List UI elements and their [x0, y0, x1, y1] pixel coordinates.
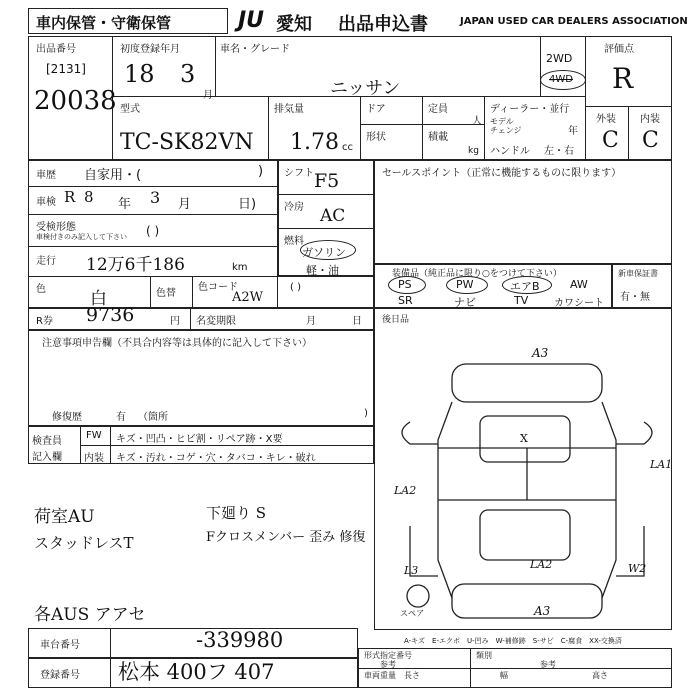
capacity-label: 定員 [428, 104, 448, 115]
mark-roof: X [520, 432, 528, 445]
displacement-unit: cc [342, 142, 353, 153]
inspection-month: 3 [150, 188, 161, 207]
model-value: TC-SK82VN [120, 130, 254, 155]
owner-label: 後日品 [382, 315, 410, 325]
recycle-value: 9736 [86, 304, 135, 326]
note-each-aus: 各AUS アアセ [34, 605, 146, 625]
grade-label: 評価点 [604, 44, 634, 55]
grade-interior: C [642, 128, 659, 153]
inspector-interior: 内装 [84, 453, 104, 464]
form-title: 出品申込書 [338, 14, 428, 35]
mark-rear: LA2 [530, 558, 553, 571]
mark-front: A3 [532, 346, 549, 360]
equipment-label: 装備品（純正品に限り○をつけて下さい） [392, 269, 562, 279]
drive-4wd-circle [540, 70, 586, 90]
displacement-value: 1.78 [290, 130, 339, 155]
equip-aw: AW [570, 278, 588, 291]
deadline-label: 名変期限 [196, 316, 236, 327]
deadline-day: 日 [352, 316, 362, 327]
warranty-options: 有・無 [620, 292, 650, 303]
mark-left: LA2 [394, 484, 417, 497]
recycle-unit: 円 [170, 316, 180, 327]
storage-label: 車内保管・守衛保管 [36, 14, 172, 32]
mark-bumper: A3 [534, 604, 551, 618]
note-studless: スタッドレスT [34, 534, 134, 552]
equip-navi: ナビ [454, 296, 476, 309]
reception-label: 受検形態 [36, 222, 76, 233]
repair-close: ) [364, 408, 368, 419]
equip-sr: SR [398, 294, 413, 307]
dealer-model-label: モデル [490, 117, 514, 126]
mileage-label: 走行 [36, 256, 56, 267]
history-label: 車歴 [36, 170, 56, 181]
deadline-month: 月 [306, 316, 316, 327]
inspection-month-unit: 月 [178, 197, 192, 212]
equip-pw: PW [456, 278, 474, 291]
fuel-label: 燃料 [284, 236, 304, 247]
aircon-value: AC [320, 206, 346, 226]
spec-sanko-2: 参考 [540, 660, 556, 669]
grade-interior-label: 内装 [640, 114, 660, 125]
equip-ps-circle [388, 276, 426, 294]
inspection-day-unit: 日) [238, 197, 257, 212]
plate-label: 登録番号 [40, 670, 80, 681]
load-label: 積載 [428, 132, 448, 143]
warranty-label: 新車保証書 [618, 269, 658, 278]
grade-exterior-label: 外装 [596, 114, 616, 125]
spec-category-label: 類別 [476, 651, 492, 660]
car-damage-diagram [380, 340, 673, 630]
note-crossmember: Fクロスメンバー 歪み 修復 [206, 530, 366, 545]
spec-width: 幅 [500, 671, 508, 680]
drive-2wd: 2WD [546, 52, 573, 65]
shift-value: F5 [314, 170, 340, 192]
spec-sanko-1: 参考 [380, 660, 396, 669]
repair-label: 修復歴 [52, 412, 82, 423]
inspection-year-unit: 年 [118, 197, 132, 212]
mileage-unit: km [232, 262, 248, 273]
spec-body-label: 車両重量 [364, 671, 396, 680]
inspector-label-1: 検査員 [32, 436, 62, 447]
car-name-label: 車名・グレード [220, 44, 290, 55]
registration-label: 初度登録年月 [120, 44, 180, 55]
inspector-interior-items: キズ・汚れ・コゲ・穴・タバコ・キレ・破れ [116, 453, 316, 464]
recycle-label: R券 [36, 316, 53, 327]
grade-exterior: C [602, 128, 619, 153]
kg-unit: kg [468, 146, 479, 156]
equip-pw-circle [446, 276, 488, 294]
repair-value: 有 [116, 412, 126, 423]
lot-bracket: [2131] [46, 62, 86, 76]
color-label: 色 [36, 284, 46, 295]
displacement-label: 排気量 [274, 104, 304, 115]
dealer-label: ディーラー・並行 [490, 104, 570, 115]
equip-leather: カワシート [554, 298, 604, 309]
fuel-option-diesel: 軽・油 [306, 264, 339, 277]
shift-label: シフト [284, 168, 314, 179]
doors-label: ドア [366, 104, 386, 115]
drive-4wd: 4WD [549, 74, 573, 85]
inspection-label: 車検 [36, 197, 56, 208]
person-unit: 人 [472, 116, 482, 127]
inspector-label-2: 記入欄 [32, 452, 62, 463]
registration-month-unit: 月 [203, 90, 213, 101]
spare-label: スペア [400, 609, 424, 618]
chassis-value: -339980 [196, 628, 284, 652]
logo-region: 愛知 [276, 14, 312, 35]
inspection-era: R [64, 188, 76, 206]
grade-value: R [612, 62, 634, 95]
note-cargo: 荷室AU [34, 507, 95, 527]
fuel-option-gas: ガソリン [302, 246, 346, 259]
model-label: 型式 [120, 104, 140, 115]
equip-airbag-circle [502, 276, 552, 294]
handle-options: 左・右 [544, 146, 574, 157]
car-name-value: ニッサン [330, 78, 401, 99]
equip-airbag: エアB [510, 280, 540, 293]
aircon-label: 冷房 [284, 202, 304, 213]
inspector-fw: FW [86, 430, 102, 441]
inspection-year: 8 [84, 188, 94, 206]
mark-rear-left: L3 [404, 564, 419, 577]
sales-point-label: セールスポイント（正常に機能するものに限ります） [382, 168, 622, 179]
color-code-label: 色コード [198, 282, 238, 293]
reception-note: 車検付きのみ記入して下さい [36, 233, 127, 241]
handle-label: ハンドル [490, 146, 530, 157]
plate-value: 松本 400フ 407 [118, 660, 275, 684]
dealer-year-label: 年 [568, 126, 578, 137]
shape-label: 形状 [366, 132, 386, 143]
fuel-gas-circle [300, 240, 356, 260]
color-value: 白 [90, 289, 107, 309]
history-close: ) [258, 164, 264, 179]
notes-label: 注意事項申告欄（不具合内容等は具体的に記入して下さい） [42, 338, 312, 349]
spec-type-label: 形式指定番号 [364, 651, 412, 660]
spec-height: 高さ [592, 671, 608, 680]
damage-legend: A-キズ E-エクボ U-凹み W-補修跡 S-サビ C-腐食 XX-交換済 [404, 637, 622, 645]
color-code-value: A2W [232, 290, 264, 305]
equip-tv: TV [514, 294, 529, 307]
spec-length: 長さ [404, 671, 420, 680]
fuel-option-other: ( ) [290, 282, 301, 293]
mark-right: LA1 [650, 458, 673, 471]
registration-year: 18 [124, 60, 155, 88]
lot-number: 20038 [34, 86, 117, 116]
association-name: JAPAN USED CAR DEALERS ASSOCIATION [460, 16, 688, 27]
note-underbody: 下廻り S [206, 504, 267, 522]
chassis-label: 車台番号 [40, 640, 80, 651]
history-value: 自家用・( [84, 168, 142, 183]
inspector-fw-items: キズ・凹凸・ヒビ割・リペア跡・X要 [116, 434, 283, 445]
dealer-change-label: チェンジ [490, 126, 522, 135]
repair-location: （箇所 [138, 412, 168, 423]
reception-bracket: ( ) [146, 224, 160, 238]
color-change-label: 色替 [156, 288, 176, 299]
mileage-value: 12万6千186 [86, 255, 185, 275]
equip-ps: PS [398, 278, 412, 291]
ju-logo: JU [238, 8, 265, 33]
lot-label: 出品番号 [36, 44, 76, 55]
registration-month: 3 [180, 60, 196, 88]
mark-rear-right: W2 [628, 562, 647, 575]
